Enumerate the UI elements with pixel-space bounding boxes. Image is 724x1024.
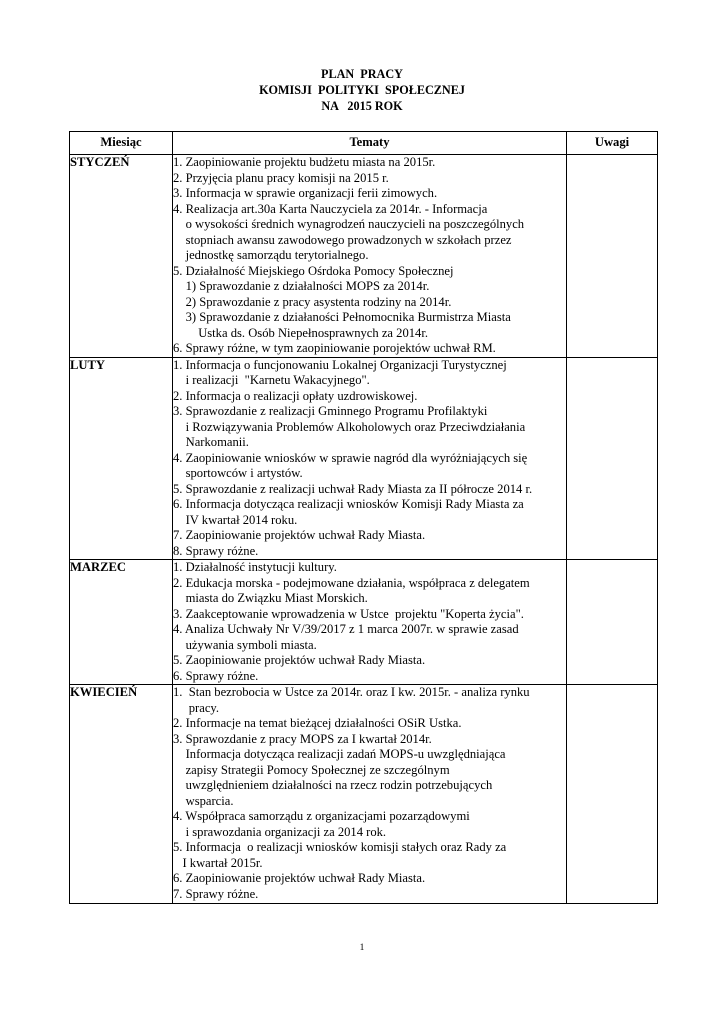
topic-line: zapisy Strategii Pomocy Społecznej ze szczególnym [173,762,450,777]
topic-line: 1) Sprawozdanie z działalności MOPS za 2014r. [173,279,430,293]
column-header-month: Miesiąc [70,132,173,155]
notes-cell [567,560,658,685]
page-number: 1 [359,943,365,953]
work-plan-table [69,131,658,904]
topic-line: Informacja dotycząca realizacji zadań MOPS-u uwzględniająca [173,747,506,761]
topic-line: 5. Informacja o realizacji wniosków komisji stałych oraz Rady za [173,840,507,854]
topic-line: I kwartał 2015r. [173,855,263,870]
table-row [70,685,658,904]
topic-line: stopniach awansu zawodowego prowadzonych w szkołach przez [173,232,512,247]
topic-line: IV kwartał 2014 roku. [173,512,298,527]
topic-line: 6. Sprawy różne. [173,668,259,683]
topics-cell [173,685,567,904]
topic-line: 6. Sprawy różne, w tym zaopiniowanie porojektów uchwał RM. [173,341,496,355]
topic-line: Ustka ds. Osób Niepełnosprawnych za 2014r. [173,325,428,340]
topic-line: 8. Sprawy różne. [173,543,259,558]
topic-line: 1. Działalność instytucji kultury. [173,560,337,574]
topic-line: 5. Sprawozdanie z realizacji uchwał Rady Miasta za II półrocze 2014 r. [173,481,533,496]
topic-line: 4. Zaopiniowanie wniosków w sprawie nagród dla wyróżniających się [173,450,528,465]
document-title-line-3: NA 2015 ROK [321,99,403,113]
table-header-row [70,132,658,155]
notes-cell [567,685,658,904]
topic-line: 6. Informacja dotycząca realizacji wniosków Komisji Rady Miasta za [173,497,524,511]
topic-line: 2) Sprawozdanie z pracy asystenta rodziny na 2014r. [173,294,452,309]
topic-line: jednostkę samorządu terytorialnego. [173,248,369,262]
topic-line: i Rozwiązywania Problemów Alkoholowych oraz Przeciwdziałania [173,419,526,434]
topic-line: 1. Stan bezrobocia w Ustce za 2014r. oraz I kw. 2015r. - analiza rynku [173,685,530,699]
topic-line: 3. Zaakceptowanie wprowadzenia w Ustce projektu "Koperta życia". [173,606,524,621]
topic-line: 1. Informacja o funcjonowaniu Lokalnej Organizacji Turystycznej [173,357,507,372]
document-title-line-1: PLAN PRACY [321,67,403,81]
document-title-line-2: KOMISJI POLITYKI SPOŁECZNEJ [259,83,465,97]
topic-line: 2. Przyjęcia planu pracy komisji na 2015 r. [173,170,389,185]
table-row [70,560,658,685]
topic-line: i realizacji "Karnetu Wakacyjnego". [173,373,370,387]
table-row [70,357,658,560]
notes-cell [567,155,658,358]
topic-line: sportowców i artystów. [173,466,303,480]
notes-cell [567,357,658,560]
topic-line: 4. Współpraca samorządu z organizacjami pozarządowymi [173,809,470,823]
topic-line: Narkomanii. [173,435,249,449]
topic-line: 7. Zaopiniowanie projektów uchwał Rady Miasta. [173,528,426,542]
topic-line: 7. Sprawy różne. [173,886,259,901]
topic-line: 3. Sprawozdanie z pracy MOPS za I kwartał 2014r. [173,731,432,746]
topic-line: używania symboli miasta. [173,637,317,652]
topic-line: 5. Działalność Miejskiego Ośrdoka Pomocy Społecznej [173,263,454,278]
topic-line: pracy. [173,700,220,715]
topic-line: miasta do Związku Miast Morskich. [173,591,368,605]
topic-line: i sprawozdania organizacji za 2014 rok. [173,824,387,839]
column-header-notes: Uwagi [567,132,658,155]
topic-line: 6. Zaopiniowanie projektów uchwał Rady Miasta. [173,871,426,885]
topic-line: 4. Realizacja art.30a Karta Nauczyciela za 2014r. - Informacja [173,201,488,216]
topic-line: 3) Sprawozdanie z działaności Pełnomocnika Burmistrza Miasta [173,310,511,324]
topics-cell [173,560,567,685]
topic-line: 2. Informacje na temat bieżącej działalności OSiR Ustka. [173,716,462,730]
table-row [70,155,658,358]
topics-cell [173,155,567,358]
topic-line: 2. Edukacja morska - podejmowane działania, współpraca z delegatem [173,575,530,590]
topic-line: 4. Analiza Uchwały Nr V/39/2017 z 1 marca 2007r. w sprawie zasad [173,622,519,636]
topic-line: 5. Zaopiniowanie projektów uchwał Rady Miasta. [173,653,426,667]
topic-line: 3. Informacja w sprawie organizacji ferii zimowych. [173,186,438,200]
topic-line: o wysokości średnich wynagrodzeń nauczycieli na poszczególnych [173,217,525,231]
column-header-topics: Tematy [173,132,567,155]
month-cell: STYCZEŃ [70,155,173,358]
month-cell: MARZEC [70,560,173,685]
topic-line: 3. Sprawozdanie z realizacji Gminnego Programu Profilaktyki [173,404,488,418]
topic-line: 1. Zaopiniowanie projektu budżetu miasta na 2015r. [173,155,436,169]
topic-line: uwzględnieniem działalności na rzecz rodzin potrzebujących [173,778,493,792]
topic-line: wsparcia. [173,793,234,808]
month-cell: LUTY [70,357,173,560]
month-cell: KWIECIEŃ [70,685,173,904]
topics-cell [173,357,567,560]
topic-line: 2. Informacja o realizacji opłaty uzdrowiskowej. [173,388,418,403]
